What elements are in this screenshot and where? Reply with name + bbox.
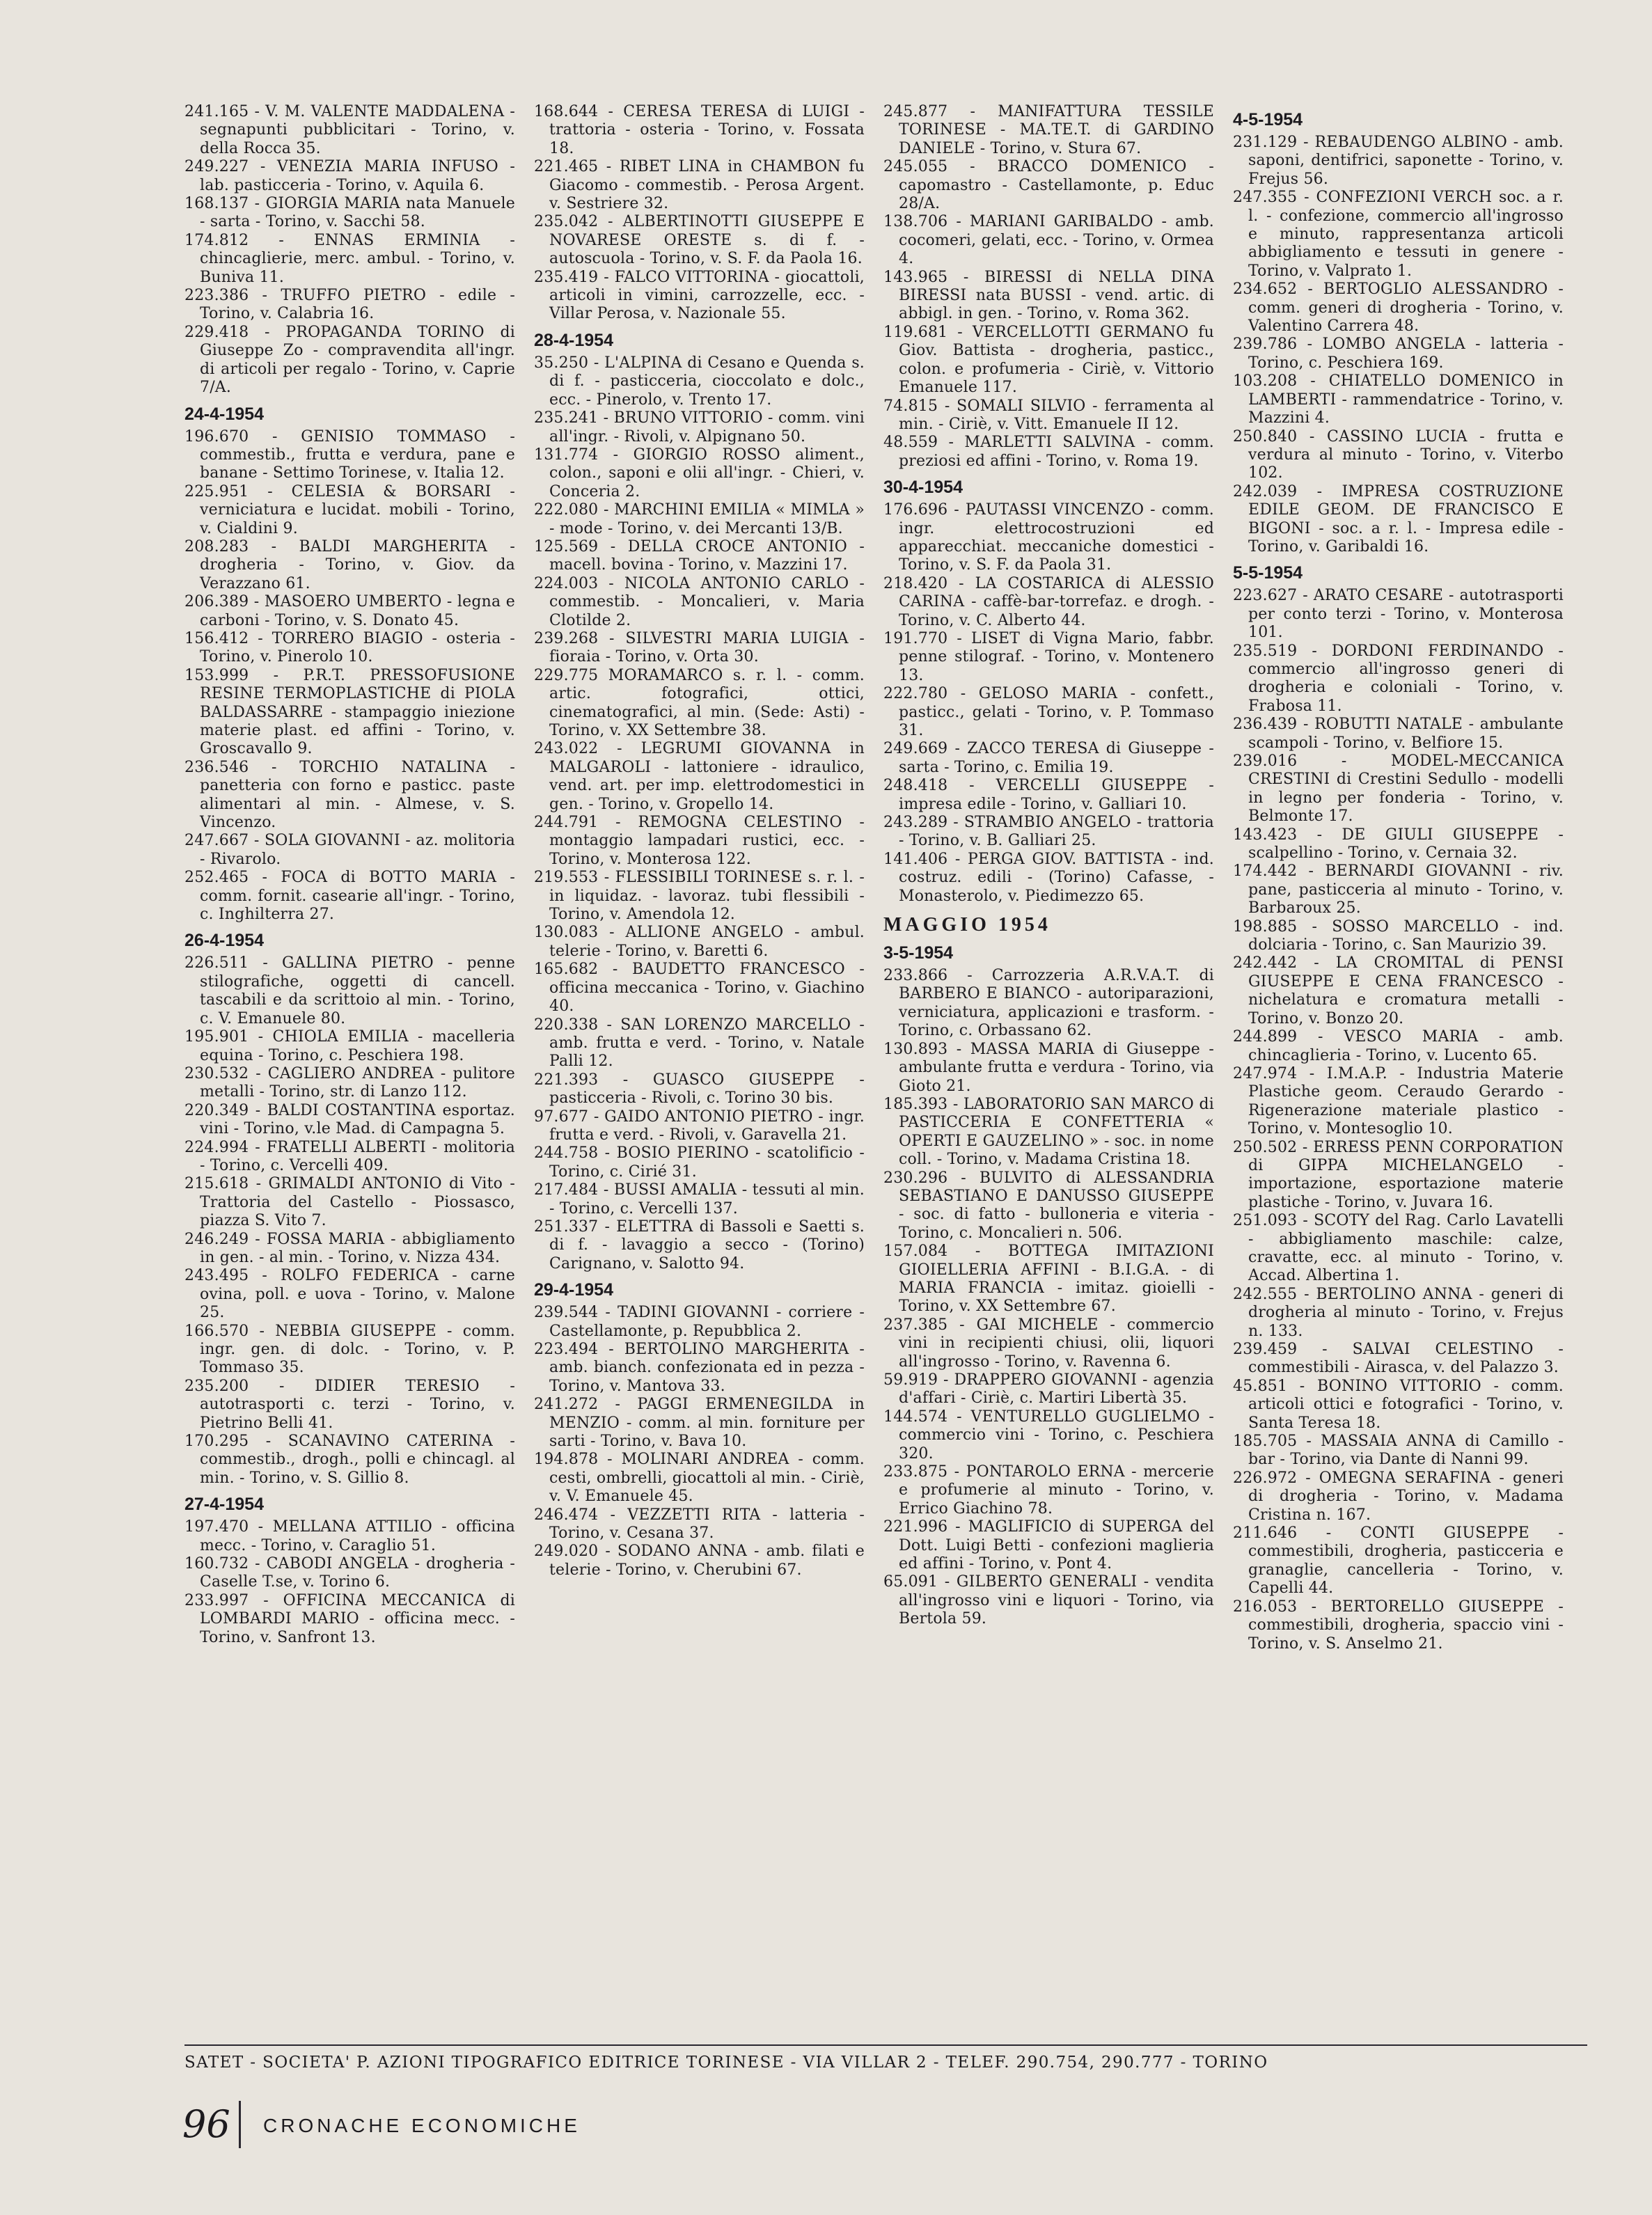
register-entry: 176.696 - PAUTASSI VINCENZO - comm. ingr. elettrocostruzioni ed apparecchiat. meccaniche domestici - Torino, v. S. F. da Paola 31. <box>883 501 1214 574</box>
footer-divider <box>239 2101 241 2148</box>
register-entry: 230.532 - CAGLIERO ANDREA - pulitore metalli - Torino, str. di Lanzo 112. <box>184 1064 515 1101</box>
register-entry: 174.812 - ENNAS ERMINIA - chincaglierie, merc. ambul. - Torino, v. Buniva 11. <box>184 231 515 286</box>
register-entry: 219.553 - FLESSIBILI TORINESE s. r. l. - in liquidaz. - lavoraz. tubi flessibili - Torino, v. Amendola 12. <box>534 869 865 924</box>
register-entry: 242.555 - BERTOLINO ANNA - generi di drogheria al minuto - Torino, v. Frejus n. 133. <box>1233 1285 1564 1340</box>
register-entry: 236.439 - ROBUTTI NATALE - ambulante scampoli - Torino, v. Belfiore 15. <box>1233 716 1564 752</box>
register-entry: 185.705 - MASSAIA ANNA di Camillo - bar - Torino, via Dante di Nanni 99. <box>1233 1433 1564 1469</box>
register-entry: 239.544 - TADINI GIOVANNI - corriere - Castellamonte, p. Repubblica 2. <box>534 1304 865 1340</box>
register-entry: 245.055 - BRACCO DOMENICO - capomastro - Castellamonte, p. Educ 28/A. <box>883 158 1214 213</box>
register-columns <box>184 103 1565 2038</box>
register-entry: 125.569 - DELLA CROCE ANTONIO - macell. bovina - Torino, v. Mazzini 17. <box>534 537 865 574</box>
register-entry: 143.423 - DE GIULI GIUSEPPE - scalpellino - Torino, v. Cernaia 32. <box>1233 826 1564 862</box>
register-entry: 226.972 - OMEGNA SERAFINA - generi di drogheria - Torino, v. Madama Cristina n. 167. <box>1233 1469 1564 1524</box>
date-heading: 4-5-1954 <box>1233 110 1303 129</box>
register-entry: 247.974 - I.M.A.P. - Industria Materie Plastiche geom. Ceraudo Gerardo - Rigenerazione materiale plastico - Torino, v. Montesoglio 10. <box>1233 1064 1564 1138</box>
register-entry: 208.283 - BALDI MARGHERITA - drogheria - Torino, v. Giov. da Verazzano 61. <box>184 537 515 592</box>
register-entry: 160.732 - CABODI ANGELA - drogheria - Caselle T.se, v. Torino 6. <box>184 1555 515 1591</box>
register-entry: 239.459 - SALVAI CELESTINO - commestibili - Airasca, v. del Palazzo 3. <box>1233 1341 1564 1377</box>
date-heading: 3-5-1954 <box>883 943 954 963</box>
register-entry: 130.893 - MASSA MARIA di Giuseppe - ambulante frutta e verdura - Torino, via Gioto 21. <box>883 1040 1214 1095</box>
register-entry: 249.020 - SODANO ANNA - amb. filati e telerie - Torino, v. Cherubini 67. <box>534 1543 865 1579</box>
register-entry: 35.250 - L'ALPINA di Cesano e Quenda s. di f. - pasticceria, cioccolato e dolc., ecc. - Pinerolo, v. Trento 17. <box>534 354 865 409</box>
register-entry: 166.570 - NEBBIA GIUSEPPE - comm. ingr. gen. di dolc. - Torino, v. P. Tommaso 35. <box>184 1322 515 1377</box>
register-entry: 250.840 - CASSINO LUCIA - frutta e verdura al minuto - Torino, v. Viterbo 102. <box>1233 427 1564 482</box>
register-entry: 222.780 - GELOSO MARIA - confett., pasticc., gelati - Torino, v. P. Tommaso 31. <box>883 685 1214 739</box>
register-entry: 231.129 - REBAUDENGO ALBINO - amb. saponi, dentifrici, saponette - Torino, v. Frejus 56. <box>1233 134 1564 188</box>
register-entry: 246.474 - VEZZETTI RITA - latteria - Torino, v. Cesana 37. <box>534 1506 865 1543</box>
register-entry: 170.295 - SCANAVINO CATERINA - commestib., drogh., polli e chincagl. al min. - Torino, v. S. Gillio 8. <box>184 1433 515 1487</box>
register-entry: 235.419 - FALCO VITTORINA - giocattoli, articoli in vimini, carrozzelle, ecc. - Villar Perosa, v. Nazionale 55. <box>534 268 865 323</box>
register-entry: 251.093 - SCOTY del Rag. Carlo Lavatelli - abbigliamento maschile: calze, cravatte, ecc. al minuto - Torino, v. Accad. Albertina 1. <box>1233 1212 1564 1285</box>
register-column-2 <box>534 103 865 2038</box>
date-heading: 28-4-1954 <box>534 330 613 350</box>
register-entry: 45.851 - BONINO VITTORIO - comm. articoli ottici e fotografici - Torino, v. Santa Teresa 18. <box>1233 1377 1564 1432</box>
date-heading: 24-4-1954 <box>184 404 264 424</box>
register-entry: 229.418 - PROPAGANDA TORINO di Giuseppe Zo - compravendita all'ingr. di articoli per regalo - Torino, v. Caprie 7/A. <box>184 323 515 397</box>
register-entry: 251.337 - ELETTRA di Bassoli e Saetti s. di f. - lavaggio a secco - (Torino) Carignano, v. Salotto 94. <box>534 1217 865 1272</box>
register-entry: 229.775 MORAMARCO s. r. l. - comm. artic. fotografici, ottici, cinematografici, al min. (Sede: Asti) - Torino, v. XX Settembre 38. <box>534 666 865 739</box>
register-entry: 144.574 - VENTURELLO GUGLIELMO - commercio vini - Torino, c. Peschiera 320. <box>883 1408 1214 1463</box>
register-entry: 224.003 - NICOLA ANTONIO CARLO - commestib. - Moncalieri, v. Maria Clotilde 2. <box>534 574 865 629</box>
page-number: 96 <box>182 2102 230 2146</box>
register-entry: 230.296 - BULVITO di ALESSANDRIA SEBASTIANO E DANUSSO GIUSEPPE - soc. di fatto - bulloneria e viteria - Torino, c. Moncalieri n. 506. <box>883 1169 1214 1242</box>
register-entry: 220.349 - BALDI COSTANTINA esportaz. vini - Torino, v.le Mad. di Campagna 5. <box>184 1101 515 1138</box>
register-entry: 235.241 - BRUNO VITTORIO - comm. vini all'ingr. - Rivoli, v. Alpignano 50. <box>534 409 865 446</box>
register-entry: 168.644 - CERESA TERESA di LUIGI - trattoria - osteria - Torino, v. Fossata 18. <box>534 103 865 157</box>
register-entry: 226.511 - GALLINA PIETRO - penne stilografiche, oggetti di cancell. tascabili e da scrittoio al min. - Torino, c. V. Emanuele 80. <box>184 954 515 1027</box>
register-column-1 <box>184 103 515 2038</box>
register-entry: 194.878 - MOLINARI ANDREA - comm. cesti, ombrelli, giocattoli al min. - Ciriè, v. V. Emanuele 45. <box>534 1451 865 1506</box>
register-entry: 138.706 - MARIANI GARIBALDO - amb. cocomeri, gelati, ecc. - Torino, v. Ormea 4. <box>883 213 1214 268</box>
register-entry: 156.412 - TORRERO BIAGIO - osteria - Torino, v. Pinerolo 10. <box>184 629 515 666</box>
register-entry: 244.899 - VESCO MARIA - amb. chincaglieria - Torino, v. Lucento 65. <box>1233 1028 1564 1064</box>
date-heading: 29-4-1954 <box>534 1280 613 1300</box>
register-entry: 223.386 - TRUFFO PIETRO - edile - Torino, v. Calabria 16. <box>184 287 515 323</box>
register-entry: 59.919 - DRAPPERO GIOVANNI - agenzia d'affari - Ciriè, c. Martiri Libertà 35. <box>883 1371 1214 1408</box>
register-entry: 248.418 - VERCELLI GIUSEPPE - impresa edile - Torino, v. Galliari 10. <box>883 777 1214 813</box>
month-heading: MAGGIO 1954 <box>883 914 1051 936</box>
register-column-4 <box>1233 103 1564 2038</box>
printer-imprint: SATET - SOCIETA' P. AZIONI TIPOGRAFICO EDITRICE TORINESE - VIA VILLAR 2 - TELEF. 290.754, 290.777 - TORINO <box>184 2054 1268 2072</box>
register-entry: 197.470 - MELLANA ATTILIO - officina mecc. - Torino, v. Caraglio 51. <box>184 1518 515 1554</box>
register-entry: 221.393 - GUASCO GIUSEPPE - pasticceria - Rivoli, c. Torino 30 bis. <box>534 1071 865 1108</box>
register-entry: 239.016 - MODEL-MECCANICA CRESTINI di Crestini Sedullo - modelli in legno per fonderia - Torino, v. Belmonte 17. <box>1233 752 1564 826</box>
register-entry: 217.484 - BUSSI AMALIA - tessuti al min. - Torino, c. Vercelli 137. <box>534 1181 865 1217</box>
register-entry: 196.670 - GENISIO TOMMASO - commestib., frutta e verdura, pane e banane - Settimo Torinese, v. Italia 12. <box>184 427 515 482</box>
register-entry: 74.815 - SOMALI SILVIO - ferramenta al min. - Ciriè, v. Vitt. Emanuele II 12. <box>883 397 1214 433</box>
register-entry: 218.420 - LA COSTARICA di ALESSIO CARINA - caffè-bar-torrefaz. e drogh. - Torino, v. C. Alberto 44. <box>883 574 1214 629</box>
register-column-3 <box>883 103 1214 2038</box>
register-entry: 97.677 - GAIDO ANTONIO PIETRO - ingr. frutta e verd. - Rivoli, v. Garavella 21. <box>534 1108 865 1144</box>
register-entry: 234.652 - BERTOGLIO ALESSANDRO - comm. generi di drogheria - Torino, v. Valentino Carrera 48. <box>1233 281 1564 336</box>
register-entry: 174.442 - BERNARDI GIOVANNI - riv. pane, pasticceria al minuto - Torino, v. Barbaroux 25. <box>1233 862 1564 917</box>
register-entry: 242.039 - IMPRESA COSTRUZIONE EDILE GEOM. DE FRANCISCO E BIGONI - soc. a r. l. - Impresa edile - Torino, v. Garibaldi 16. <box>1233 482 1564 555</box>
register-entry: 237.385 - GAI MICHELE - commercio vini in recipienti chiusi, olii, liquori all'ingrosso - Torino, v. Ravenna 6. <box>883 1316 1214 1371</box>
register-entry: 223.627 - ARATO CESARE - autotrasporti per conto terzi - Torino, v. Monterosa 101. <box>1233 587 1564 642</box>
register-entry: 235.200 - DIDIER TERESIO - autotrasporti c. terzi - Torino, v. Pietrino Belli 41. <box>184 1377 515 1432</box>
register-entry: 222.080 - MARCHINI EMILIA « MIMLA » - mode - Torino, v. dei Mercanti 13/B. <box>534 501 865 537</box>
register-entry: 185.393 - LABORATORIO SAN MARCO di PASTICCERIA E CONFETTERIA « OPERTI E GAUZELINO » - soc. in nome coll. - Torino, v. Madama Cristina 18. <box>883 1095 1214 1169</box>
register-entry: 215.618 - GRIMALDI ANTONIO di Vito - Trattoria del Castello - Piossasco, piazza S. Vito 7. <box>184 1175 515 1230</box>
register-entry: 211.646 - CONTI GIUSEPPE - commestibili, drogheria, pasticceria e granaglie, cancelleria - Torino, v. Capelli 44. <box>1233 1524 1564 1598</box>
register-entry: 195.901 - CHIOLA EMILIA - macelleria equina - Torino, c. Peschiera 198. <box>184 1028 515 1064</box>
register-entry: 119.681 - VERCELLOTTI GERMANO fu Giov. Battista - drogheria, pasticc., colon. e profumeria - Ciriè, v. Vittorio Emanuele 117. <box>883 323 1214 397</box>
register-entry: 224.994 - FRATELLI ALBERTI - molitoria - Torino, c. Vercelli 409. <box>184 1138 515 1174</box>
register-entry: 131.774 - GIORGIO ROSSO aliment., colon., saponi e olii all'ingr. - Chieri, v. Conceria 2. <box>534 446 865 500</box>
register-entry: 244.758 - BOSIO PIERINO - scatolificio - Torino, c. Cirié 31. <box>534 1144 865 1181</box>
register-entry: 168.137 - GIORGIA MARIA nata Manuele - sarta - Torino, v. Sacchi 58. <box>184 195 515 231</box>
register-entry: 65.091 - GILBERTO GENERALI - vendita all'ingrosso vini e liquori - Torino, via Bertola 59. <box>883 1573 1214 1628</box>
register-entry: 249.669 - ZACCO TERESA di Giuseppe - sarta - Torino, c. Emilia 19. <box>883 740 1214 776</box>
register-entry: 244.791 - REMOGNA CELESTINO - montaggio lampadari rustici, ecc. - Torino, v. Monterosa 122. <box>534 814 865 868</box>
register-entry: 243.495 - ROLFO FEDERICA - carne ovina, poll. e uova - Torino, v. Malone 25. <box>184 1267 515 1322</box>
register-entry: 225.951 - CELESIA & BORSARI - verniciatura e lucidat. mobili - Torino, v. Cialdini 9. <box>184 482 515 537</box>
register-entry: 221.465 - RIBET LINA in CHAMBON fu Giacomo - commestib. - Perosa Argent. v. Sestriere 32. <box>534 158 865 213</box>
register-entry: 243.289 - STRAMBIO ANGELO - trattoria - Torino, v. B. Galliari 25. <box>883 814 1214 850</box>
register-entry: 103.208 - CHIATELLO DOMENICO in LAMBERTI - rammendatrice - Torino, v. Mazzini 4. <box>1233 372 1564 427</box>
register-entry: 233.997 - OFFICINA MECCANICA di LOMBARDI MARIO - officina mecc. - Torino, v. Sanfront 13. <box>184 1591 515 1646</box>
register-entry: 239.786 - LOMBO ANGELA - latteria - Torino, c. Peschiera 169. <box>1233 336 1564 372</box>
register-entry: 206.389 - MASOERO UMBERTO - legna e carboni - Torino, v. S. Donato 45. <box>184 593 515 629</box>
register-entry: 157.084 - BOTTEGA IMITAZIONI GIOIELLERIA AFFINI - B.I.G.A. - di MARIA FRANCIA - imitaz. gioielli - Torino, v. XX Settembre 67. <box>883 1243 1214 1316</box>
register-entry: 241.272 - PAGGI ERMENEGILDA in MENZIO - comm. al min. forniture per sarti - Torino, v. Bava 10. <box>534 1396 865 1451</box>
register-entry: 242.442 - LA CROMITAL di PENSI GIUSEPPE E CENA FRANCESCO - nichelatura e cromatura metalli - Torino, v. Bonzo 20. <box>1233 954 1564 1027</box>
register-entry: 143.965 - BIRESSI di NELLA DINA BIRESSI nata BUSSI - vend. artic. di abbigl. in gen. - Torino, v. Roma 362. <box>883 268 1214 323</box>
date-heading: 27-4-1954 <box>184 1495 264 1515</box>
register-entry: 221.996 - MAGLIFICIO di SUPERGA del Dott. Luigi Betti - confezioni maglieria ed affini - Torino, v. Pont 4. <box>883 1518 1214 1573</box>
register-entry: 130.083 - ALLIONE ANGELO - ambul. telerie - Torino, v. Baretti 6. <box>534 924 865 960</box>
register-entry: 233.866 - Carrozzeria A.R.V.A.T. di BARBERO E BIANCO - autoriparazioni, verniciatura, applicazioni e trasform. - Torino, c. Orbassano 62. <box>883 967 1214 1040</box>
register-entry: 236.546 - TORCHIO NATALINA - panetteria con forno e pasticc. paste alimentari al min. - Almese, v. S. Vincenzo. <box>184 758 515 832</box>
register-entry: 153.999 - P.R.T. PRESSOFUSIONE RESINE TERMOPLASTICHE di PIOLA BALDASSARRE - stampaggio iniezione materie plast. ed affini - Torino, v. Groscavallo 9. <box>184 666 515 758</box>
register-entry: 235.042 - ALBERTINOTTI GIUSEPPE E NOVARESE ORESTE s. di f. - autoscuola - Torino, v. S. F. da Paola 16. <box>534 213 865 268</box>
register-entry: 247.355 - CONFEZIONI VERCH soc. a r. l. - confezione, commercio all'ingrosso e minuto, rappresentanza articoli abbigliamento e tessuti in genere - Torino, v. Valprato 1. <box>1233 189 1564 280</box>
footer-rule <box>184 2044 1587 2046</box>
register-entry: 141.406 - PERGA GIOV. BATTISTA - ind. costruz. edili - (Torino) Cafasse, - Monasterolo, v. Piedimezzo 65. <box>883 850 1214 905</box>
date-heading: 26-4-1954 <box>184 931 264 951</box>
register-entry: 216.053 - BERTORELLO GIUSEPPE - commestibili, drogheria, spaccio vini - Torino, v. S. Anselmo 21. <box>1233 1598 1564 1653</box>
register-entry: 249.227 - VENEZIA MARIA INFUSO - lab. pasticceria - Torino, v. Aquila 6. <box>184 158 515 194</box>
register-entry: 165.682 - BAUDETTO FRANCESCO - officina meccanica - Torino, v. Giachino 40. <box>534 961 865 1016</box>
register-entry: 198.885 - SOSSO MARCELLO - ind. dolciaria - Torino, c. San Maurizio 39. <box>1233 917 1564 954</box>
date-heading: 30-4-1954 <box>883 478 963 498</box>
register-entry: 247.667 - SOLA GIOVANNI - az. molitoria - Rivarolo. <box>184 832 515 868</box>
register-entry: 220.338 - SAN LORENZO MARCELLO - amb. frutta e verd. - Torino, v. Natale Palli 12. <box>534 1016 865 1071</box>
register-entry: 243.022 - LEGRUMI GIOVANNA in MALGAROLI - lattoniere - idraulico, vend. art. per imp. elettrodomestici in gen. - Torino, v. Gropello 14. <box>534 740 865 813</box>
register-entry: 239.268 - SILVESTRI MARIA LUIGIA - fioraia - Torino, v. Orta 30. <box>534 629 865 666</box>
register-entry: 48.559 - MARLETTI SALVINA - comm. preziosi ed affini - Torino, v. Roma 19. <box>883 434 1214 470</box>
register-entry: 245.877 - MANIFATTURA TESSILE TORINESE - MA.TE.T. di GARDINO DANIELE - Torino, v. Stura 67. <box>883 103 1214 157</box>
journal-title: CRONACHE ECONOMICHE <box>263 2115 581 2136</box>
register-entry: 233.875 - PONTAROLO ERNA - mercerie e profumerie al minuto - Torino, v. Errico Giachino 78. <box>883 1463 1214 1518</box>
register-entry: 235.519 - DORDONI FERDINANDO - commercio all'ingrosso generi di drogheria e coloniali - Torino, v. Frabosa 11. <box>1233 642 1564 715</box>
register-entry: 241.165 - V. M. VALENTE MADDALENA - segnapunti pubblicitari - Torino, v. della Rocca 35. <box>184 103 515 157</box>
register-entry: 223.494 - BERTOLINO MARGHERITA - amb. bianch. confezionata ed in pezza - Torino, v. Mantova 33. <box>534 1341 865 1395</box>
register-entry: 252.465 - FOCA di BOTTO MARIA - comm. fornit. casearie all'ingr. - Torino, c. Inghilterra 27. <box>184 869 515 924</box>
date-heading: 5-5-1954 <box>1233 563 1303 583</box>
register-entry: 250.502 - ERRESS PENN CORPORATION di GIPPA MICHELANGELO - importazione, esportazione materie plastiche - Torino, v. Juvara 16. <box>1233 1138 1564 1211</box>
register-entry: 246.249 - FOSSA MARIA - abbigliamento in gen. - al min. - Torino, v. Nizza 434. <box>184 1230 515 1266</box>
register-entry: 191.770 - LISET di Vigna Mario, fabbr. penne stilograf. - Torino, v. Montenero 13. <box>883 629 1214 684</box>
